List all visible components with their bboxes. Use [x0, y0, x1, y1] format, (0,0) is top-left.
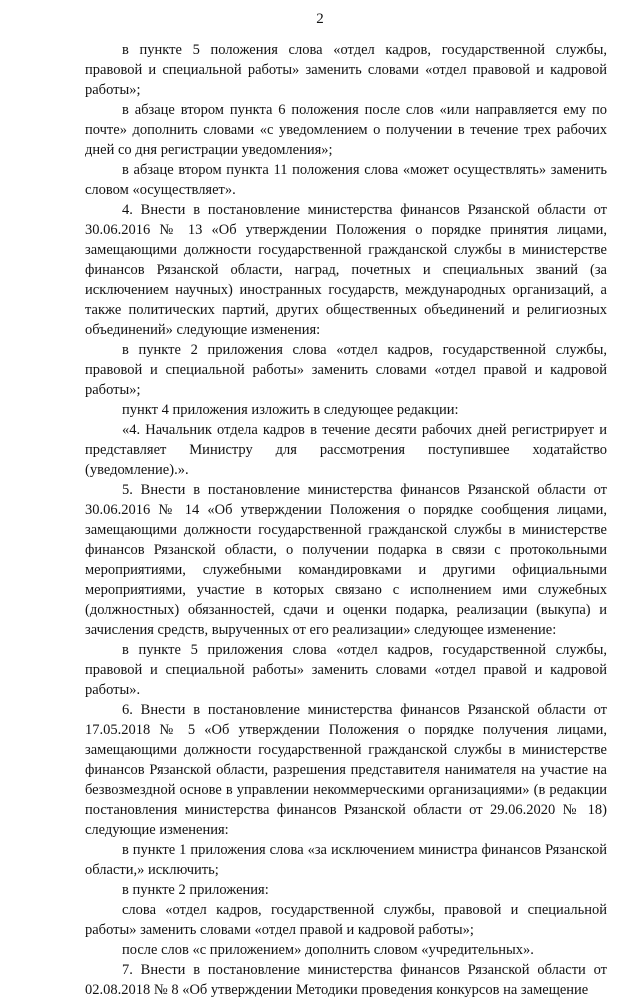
paragraph: 6. Внести в постановление министерства финансов Рязанской области от 17.05.2018 № 5 «Об утверждении Положения о порядке получения лицами, замещающими должности государственной гражданской службы в министерстве финансов Рязанской области, разрешения представителя нанимателя на участие на безвозмездной основе в управлении некоммерческими организациями» (в редакции постановления министерства финансов Рязанской области от 29.06.2020 № 18) следующие изменения: [85, 702, 607, 838]
paragraph: 5. Внести в постановление министерства финансов Рязанской области от 30.06.2016 № 14 «Об утверждении Положения о порядке сообщения лицами, замещающими должности государственной гражданской службы в министерстве финансов Рязанской области, о получении подарка в связи с протокольными мероприятиями, служебными командировками и другими официальными мероприятиями, участие в которых связано с исполнением ими служебных (должностных) обязанностей, сдачи и оценки подарка, реализации (выкупа) и зачисления средств, вырученных от его реализации» следующее изменение: [85, 482, 607, 638]
paragraph: «4. Начальник отдела кадров в течение десяти рабочих дней регистрирует и представляет Министру для рассмотрения поступившее ходатайство (уведомление).». [85, 422, 607, 478]
paragraph: слова «отдел кадров, государственной службы, правовой и специальной работы» заменить словами «отдел правой и кадровой работы»; [85, 902, 607, 938]
paragraph: в пункте 2 приложения: [122, 882, 269, 898]
paragraph: в абзаце втором пункта 6 положения после слов «или направляется ему по почте» дополнить словами «с уведомлением о получении в течение трех рабочих дней со дня регистрации уведомления»; [85, 102, 607, 158]
paragraph: 4. Внести в постановление министерства финансов Рязанской области от 30.06.2016 № 13 «Об утверждении Положения о порядке принятия лицами, замещающими должности государственной гражданской службы в министерстве финансов Рязанской области, наград, почетных и специальных званий (за исключением научных) иностранных государств, международных организаций, а также политических партий, других общественных объединений и религиозных объединений» следующие изменения: [85, 202, 607, 338]
document-body [85, 40, 607, 1000]
paragraph: в абзаце втором пункта 11 положения слова «может осуществлять» заменить словом «осуществляет». [85, 162, 607, 198]
paragraph: в пункте 2 приложения слова «отдел кадров, государственной службы, правовой и специальной работы» заменить словами «отдел правой и кадровой работы»; [85, 342, 607, 398]
paragraph: 7. Внести в постановление министерства финансов Рязанской области от 02.08.2018 № 8 «Об утверждении Методики проведения конкурсов на замещение [85, 962, 607, 998]
paragraph: в пункте 5 положения слова «отдел кадров, государственной службы, правовой и специальной работы» заменить словами «отдел правовой и кадровой работы»; [85, 42, 607, 98]
page-number: 2 [316, 11, 324, 27]
paragraph: в пункте 5 приложения слова «отдел кадров, государственной службы, правовой и специальной работы» заменить словами «отдел правой и кадровой работы». [85, 642, 607, 698]
paragraph: в пункте 1 приложения слова «за исключением министра финансов Рязанской области,» исключить; [85, 842, 607, 878]
paragraph: пункт 4 приложения изложить в следующее редакции: [122, 402, 459, 418]
paragraph: после слов «с приложением» дополнить словом «учредительных». [122, 942, 534, 958]
